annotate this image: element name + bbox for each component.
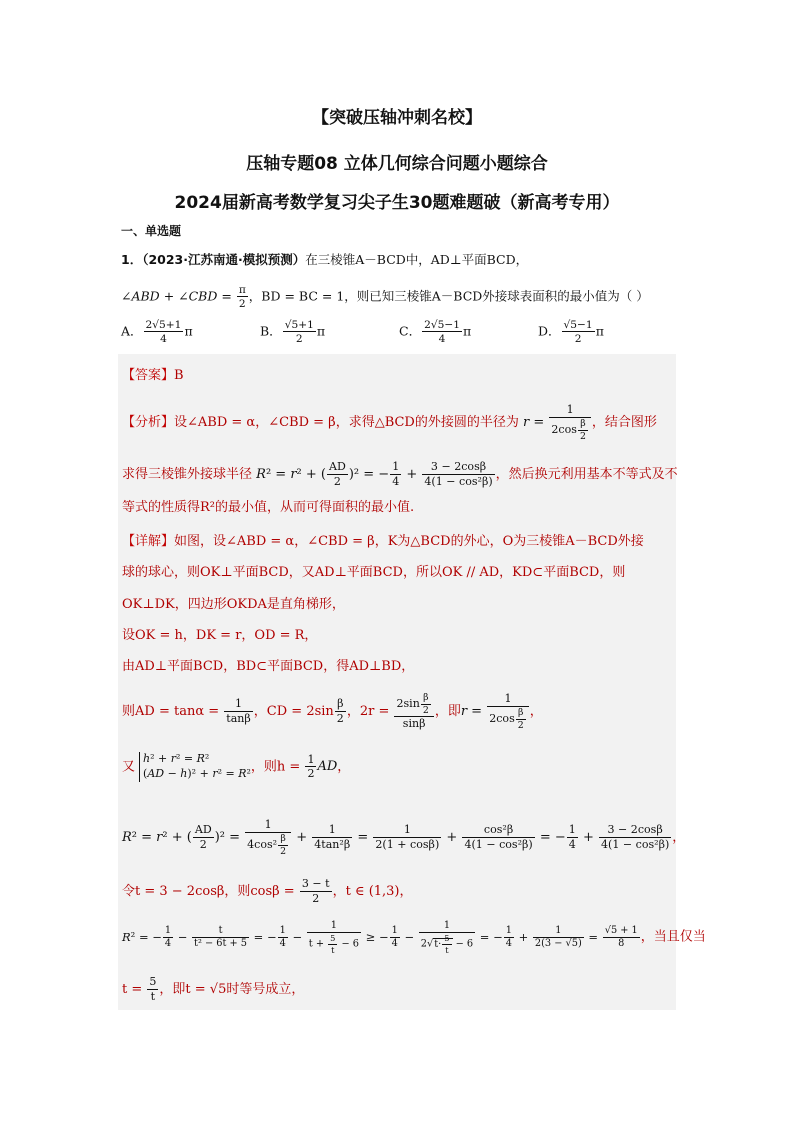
detail-line-2: 球的球心，则OK⊥平面BCD，又AD⊥平面BCD，所以OK // AD，KD⊂平面BCD，则 bbox=[122, 565, 626, 580]
header-line-1: 【突破压轴冲刺名校】 bbox=[312, 108, 482, 128]
analysis-line-3: 等式的性质得R²的最小值，从而可得面积的最小值. bbox=[122, 500, 415, 515]
header-line-3: 2024届新高考数学复习尖子生30题难题破（新高考专用） bbox=[174, 193, 620, 213]
answer-line bbox=[122, 364, 184, 383]
detail-line-5: 由AD⊥平面BCD，BD⊂平面BCD，得AD⊥BD， bbox=[122, 659, 415, 674]
question-source: （2023·江苏南通·模拟预测） bbox=[142, 252, 306, 267]
option-d[interactable]: D． $\frac{√5-1}{2}$ π bbox=[538, 318, 604, 346]
detail-line-6: 则AD = tanα = $\frac{1}{\tan\beta}$ ，CD = 2sin $\frac{\beta}{2}$ ，2r = 2sin $\frac{\beta}{2}$ sinβ ，即r = 1 2cos $\frac{\beta}{2}$ ， bbox=[122, 692, 543, 731]
detail-line-10: R² = − $\frac{1}{4}$ − $\frac{t}{\text{t² − 6t + 5}}$ = − $\frac{1}{4}$ − 1 t + $\frac{5}{t}$ − 6 ≥ − $\frac{1}{4}$ − 1 2√t· $\frac{5}{t}$ − 6 = − $\frac{1}{4}$ + $\frac{1}{2(3 - √5)}$ = $\frac{√5 + 1}{8}$ ，当且仅当 bbox=[122, 920, 706, 955]
detail-tag: 【详解】 bbox=[122, 534, 175, 549]
question-stem-1: 在三棱锥A－BCD中，AD⊥平面BCD， bbox=[305, 252, 529, 267]
question-stem-2: ，BD = BC = 1，则已知三棱锥A－BCD外接球表面积的最小值为（ ） bbox=[248, 288, 649, 304]
detail-line-11: t = $\frac{5}{t}$ ，即t = √5时等号成立， bbox=[122, 975, 305, 1003]
answer-value: B bbox=[174, 368, 184, 383]
option-b[interactable]: B． $\frac{√5+1}{2}$ π bbox=[260, 318, 326, 346]
header-line-2: 压轴专题08 立体几何综合问题小题综合 bbox=[246, 154, 548, 174]
detail-line-3: OK⊥DK，四边形OKDA是直角梯形， bbox=[122, 597, 345, 612]
question-line-2: ∠ABD + ∠CBD = $\frac{\pi}{2}$ ，BD = BC = 1，则已知三棱锥A－BCD外接球表面积的最小值为（ ） bbox=[121, 283, 649, 311]
analysis-line-1: 【分析】设∠ABD = α，∠CBD = β，求得△BCD的外接圆的半径为 r = 1 2cos $\frac{\beta}{2}$ ，结合图形 bbox=[122, 403, 657, 442]
options bbox=[121, 318, 681, 358]
detail-line-9: 令t = 3 − 2cosβ，则cosβ = $\frac{3 - t}{2}$ ，t ∈ (1,3)， bbox=[122, 877, 413, 905]
option-c[interactable]: C． $\frac{2√5-1}{4}$ π bbox=[399, 318, 472, 346]
detail-line-8: R² = r² + ( $\frac{AD}{2}$ )² = 1 4cos² $\frac{\beta}{2}$ + $\frac{1}{\text{4tan²β}}$ = $\frac{1}{2(1 + \cos\beta)}$ + $\frac{\text{cos²β}}{\text{4(1 − cos²β)}}$ = − $\frac{1}{4}$ + $\frac{3 - 2\cos\beta}{\text{4(1 − cos²β)}}$ ， bbox=[122, 818, 686, 857]
analysis-tag: 【分析】 bbox=[122, 415, 175, 431]
analysis-line-2: 求得三棱锥外接球半径 R² = r² + ( $\frac{AD}{2}$ )² = − $\frac{1}{4}$ + $\frac{3 - 2\cos\beta}{\text{4(1 − cos²β)}}$ ，然后换元利用基本不等式及不 bbox=[122, 460, 678, 488]
question-number: 1． bbox=[121, 252, 143, 267]
solution-box bbox=[118, 354, 676, 1010]
option-a[interactable]: A． $\frac{2√5+1}{4}$ π bbox=[121, 318, 193, 346]
question-line-1 bbox=[121, 250, 528, 268]
detail-line-4: 设OK = h，DK = r，OD = R， bbox=[122, 628, 318, 643]
detail-line-1: 【详解】如图，设∠ABD = α，∠CBD = β，K为△BCD的外心，O为三棱锥A－BCD外接 bbox=[122, 534, 644, 549]
answer-tag: 【答案】 bbox=[122, 368, 175, 383]
detail-line-7: 又 h² + r² = R² (AD − h)² + r² = R² ，则h = $\frac{1}{2}$ AD， bbox=[122, 752, 351, 781]
section-heading: 一、单选题 bbox=[121, 224, 182, 238]
